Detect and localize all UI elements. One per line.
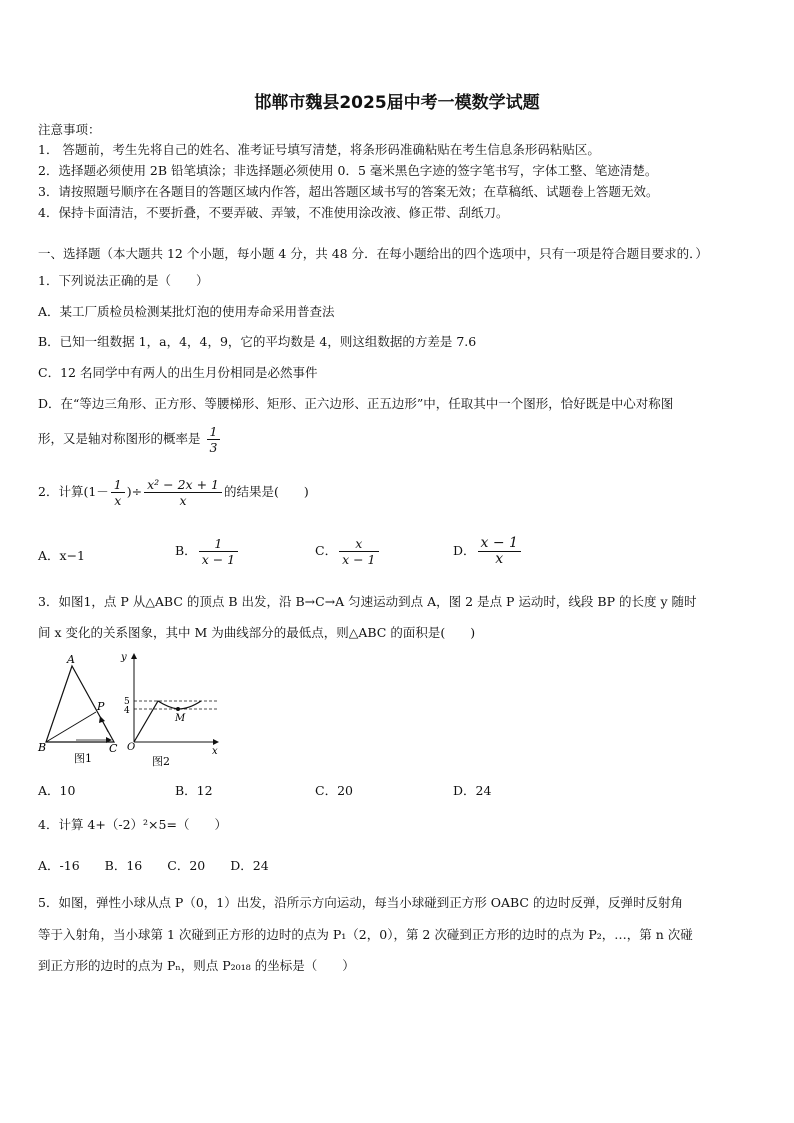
q2-option-a: A．x−1 [38,548,86,563]
q2-option-c-frac [339,536,378,567]
q2-c-den: x − 1 [342,552,376,567]
q2-fraction-1 [111,477,125,508]
q4-options: A．-16 B．16 C．20 D．24 [38,858,269,873]
q2-option-b-frac [199,536,238,567]
q1-fraction-num: 1 [207,424,221,440]
label-m: M [175,713,186,724]
q2-stem [38,475,309,509]
q2-option-d [453,536,523,567]
q2-post: 的结果是( ) [223,484,309,499]
q1-option-a: A．某工厂质检员检测某批灯泡的使用寿命采用普查法 [38,304,335,319]
q2-f1-num: 1 [111,477,125,493]
q3-stem-line1: 3．如图1，点 P 从△ABC 的顶点 B 出发，沿 B→C→A 匀速运动到点 A，图 2 是点 P 运动时，线段 BP 的长度 y 随时 [38,594,697,609]
q2-f1-den: x [114,493,122,508]
q2-f2-den: x [179,493,187,508]
label-b: B [38,741,47,754]
q2-d-num: x − 1 [478,536,521,552]
q2-fraction-2 [144,477,222,508]
q2-option-d-frac [478,536,521,567]
q2-option-c [315,536,381,567]
segment-bp [46,712,96,742]
point-m [176,707,180,711]
q3-option-d: D．24 [453,783,492,798]
x-axis-arrow [213,739,219,745]
q3-stem-line2: 间 x 变化的关系图象，其中 M 为曲线部分的最低点，则△ABC 的面积是( ) [38,625,476,640]
notice-item-1: 1． 答题前，考生先将自己的姓名、准考证号填写清楚，将条形码准确粘贴在考生信息条形码粘贴区。 [38,142,600,157]
q5-stem-line3: 到正方形的边时的点为 Pₙ，则点 P₂₀₁₈ 的坐标是（ ） [38,958,355,973]
q2-option-d-label: D． [453,543,476,558]
arrow-ca [102,720,108,732]
q3-option-c: C．20 [315,783,353,798]
q4-stem: 4．计算 4+（-2）²×5=（ ） [38,817,227,832]
q3-option-b: B．12 [175,783,213,798]
q1-option-c: C．12 名同学中有两人的出生月份相同是必然事件 [38,365,318,380]
section-heading: 一、选择题（本大题共 12 个小题，每小题 4 分，共 48 分．在每小题给出的四个选项中，只有一项是符合题目要求的．） [38,246,708,261]
q2-b-num: 1 [199,536,238,552]
graph-curve [134,701,201,742]
q1-option-b: B．已知一组数据 1，a，4，4，9，它的平均数是 4，则这组数据的方差是 7.6 [38,334,477,349]
q1-option-d-text: 形，又是轴对称图形的概率是 [38,431,201,446]
q3-figure-2 [120,652,219,768]
q2-b-den: x − 1 [201,552,236,567]
arrow-ca-head [99,716,105,723]
q5-stem-line2: 等于入射角，当小球第 1 次碰到正方形的边时的点为 P₁（2，0），第 2 次碰到正方形的边时的点为 P₂，…，第 n 次碰 [38,927,693,942]
figure-1-caption: 图1 [74,752,92,765]
notice-item-3: 3．请按照题号顺序在各题目的答题区域内作答，超出答题区域书写的答案无效；在草稿纸、试题卷上答题无效。 [38,184,659,199]
q2-option-c-label: C． [315,543,338,558]
q2-d-den: x [495,551,504,567]
label-origin: O [127,742,136,753]
q1-fraction [207,424,221,455]
y-axis-arrow [131,653,137,659]
q2-option-b [175,536,240,567]
label-y: y [121,652,127,663]
label-p: P [97,700,105,713]
label-x: x [212,746,218,757]
notice-item-2: 2．选择题必须使用 2B 铅笔填涂；非选择题必须使用 0．5 毫米黑色字迹的签字笔书写，字体工整、笔迹清楚。 [38,163,658,178]
label-a: A [67,653,75,666]
q2-c-num: x [339,536,378,552]
q1-option-d-line1: D．在“等边三角形、正方形、等腰梯形、矩形、正六边形、正五边形”中，任取其中一个图形，恰好既是中心对称图 [38,396,674,411]
page-title: 邯郸市魏县2025届中考一模数学试题 [254,93,540,113]
tick-4: 4 [124,706,130,716]
q2-pre: 2．计算(1－ [38,484,109,499]
notice-heading: 注意事项： [38,122,101,137]
q1-option-d-line2 [38,423,222,455]
q5-stem-line1: 5．如图，弹性小球从点 P（0，1）出发，沿所示方向运动，每当小球碰到正方形 OABC 的边时反弹，反弹时反射角 [38,895,683,910]
q3-figure-1 [37,653,118,765]
q2-f2-num: x² − 2x + 1 [144,477,222,493]
q3-option-a: A．10 [38,783,76,798]
figure-2-caption: 图2 [152,755,170,768]
label-c: C [109,742,118,755]
notice-item-4: 4．保持卡面清洁，不要折叠，不要弄破、弄皱，不准使用涂改液、修正带、刮纸刀。 [38,205,509,220]
q1-fraction-den: 3 [209,440,218,455]
q2-mid: )÷ [126,484,143,499]
q3-figures [36,650,226,770]
q2-option-b-label: B． [175,543,197,558]
q1-stem: 1．下列说法正确的是（ ） [38,273,209,288]
tick-5: 5 [124,697,130,707]
